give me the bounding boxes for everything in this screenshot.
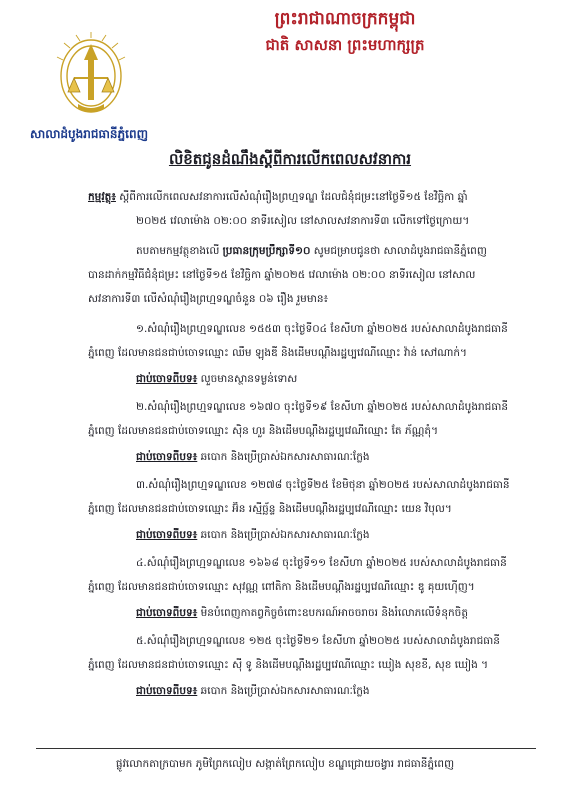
case-3-line-2: ភ្នំពេញ ដែលមានជនជាប់ចោទឈ្មោះ អ៊ិន រស្មីច្ឆ័ន្ទ និងដើមបណ្តឹងរដ្ឋប្បវេណីឈ្មោះ យេន វិបុល។	[88, 503, 452, 515]
case-1-line-2: ភ្នំពេញ ដែលមានជនជាប់ចោទឈ្មោះ ឈឹម ឡុងឌី និងដើមបណ្តឹងរដ្ឋប្បវេណីឈ្មោះ វ៉ាន់ សៅណាក់។	[88, 347, 467, 359]
charge-label: ជាប់ចោទពីបទ៖	[136, 373, 198, 385]
charge-label: ជាប់ចោទពីបទ៖	[136, 529, 198, 541]
charge-label: ជាប់ចោទពីបទ៖	[136, 451, 198, 463]
intro-line-3: សវនាការទី៣ លើសំណុំរឿងព្រហ្មទណ្ឌចំនួន ០៦ រឿង រួមមាន៖	[88, 293, 329, 305]
court-emblem-icon	[56, 30, 126, 126]
court-name: សាលាដំបូងរាជធានីភ្នំពេញ	[29, 127, 149, 141]
case-1-charge	[136, 372, 528, 386]
charge-text: ឆបោក និងប្រើប្រាស់ឯកសារសាធារណៈក្លែង	[200, 529, 370, 541]
intro-line-2: បានដាក់កម្មវិធីជំនុំជម្រះ នៅថ្ងៃទី១៥ ខែវិច្ឆិកា ឆ្នាំ២០២៥ វេលាម៉ោង ០២:០០ នាទីរសៀល នៅសាល	[88, 269, 476, 281]
subject-text-2: ២០២៥ វេលាម៉ោង ០២:០០ នាទីរសៀល នៅសាលសវនាការទី៣ លើកទៅថ្ងៃក្រោយ។	[136, 215, 470, 227]
case-2-line-2: ភ្នំពេញ ដែលមានជនជាប់ចោទឈ្មោះ ស៊ិន ហួរ និងដើមបណ្តឹងរដ្ឋប្បវេណីឈ្មោះ តែ ភ័ណ្ណតុំ។	[88, 425, 438, 437]
case-4-line-2: ភ្នំពេញ ដែលមានជនជាប់ចោទឈ្មោះ សុវណ្ណ ពៅតិកា និងដើមបណ្តឹងរដ្ឋប្បវេណីឈ្មោះ ឌូ គុយហ៊ើញ។	[88, 581, 475, 593]
case-5-line-2: ភ្នំពេញ ដែលមានជនជាប់ចោទឈ្មោះ ស៊ី ទូ និងដើមបណ្តឹងរដ្ឋប្បវេណីឈ្មោះ ឃៀង សុខខី, សុខ ឃៀង ។	[88, 659, 489, 671]
case-3-charge	[136, 528, 528, 542]
charge-text: ឆបោក និងប្រើប្រាស់ឯកសារសាធារណៈក្លែង	[200, 685, 370, 697]
case-1-line-1: ១.សំណុំរឿងព្រហ្មទណ្ឌលេខ ១៥៥៣ ចុះថ្ងៃទី០៤ ខែសីហា ឆ្នាំ២០២៥ របស់សាលាដំបូងរាជធានី	[136, 323, 508, 335]
document-title: លិខិតជូនដំណឹងស្តីពីការលើកពេលសវនាការ	[168, 150, 412, 168]
national-motto: ជាតិ សាសនា ព្រះមហាក្សត្រ	[265, 36, 425, 54]
footer-address: ផ្លូវលោកតាក្របាមក ភូមិព្រែកលៀប សង្កាត់ព្រែកលៀប ខណ្ឌជ្រោយចង្វារ រាជធានីភ្នំពេញ	[115, 758, 455, 770]
subject-label: កម្មវត្ថុ៖	[88, 191, 116, 203]
case-4-line-1: ៤.សំណុំរឿងព្រហ្មទណ្ឌលេខ ១៦៦៨ ចុះថ្ងៃទី១១ ខែសីហា ឆ្នាំ២០២៥ របស់សាលាដំបូងរាជធានី	[136, 557, 507, 569]
case-3-line-1: ៣.សំណុំរឿងព្រហ្មទណ្ឌលេខ ១២៧៨ ចុះថ្ងៃទី២៥ ខែមិថុនា ឆ្នាំ២០២៥ របស់សាលាដំបូងរាជធានី	[136, 479, 510, 491]
kingdom-heading: ព្រះរាជាណាចក្រកម្ពុជា	[274, 9, 416, 29]
charge-text: មិនបំពេញកាតព្វកិច្ចចំពោះឧបករណ៍អាចចរាចរ និងរំលោភលើទំនុកចិត្ត	[200, 607, 469, 619]
intro-text-1a: តបតាមកម្មវត្ថុខាងលើ	[136, 245, 220, 257]
subject-line-1	[88, 190, 528, 204]
footer-divider	[36, 748, 536, 749]
panel-name: ប្រធានក្រុមប្រឹក្សាទី១០	[222, 245, 311, 257]
subject-text-1: ស្តីពីការលើកពេលសវនាការលើសំណុំរឿងព្រហ្មទណ្ឌ ដែលជំនុំជម្រះនៅថ្ងៃទី១៥ ខែវិច្ឆិកា ឆ្នាំ	[119, 191, 468, 203]
intro-line-1	[136, 244, 528, 258]
case-5-line-1: ៥.សំណុំរឿងព្រហ្មទណ្ឌលេខ ១២៥ ចុះថ្ងៃទី២១ ខែសីហា ឆ្នាំ២០២៥ របស់សាលាដំបូងរាជធានី	[136, 635, 500, 647]
case-2-line-1: ២.សំណុំរឿងព្រហ្មទណ្ឌលេខ ១៦៧០ ចុះថ្ងៃទី១៩ ខែសីហា ឆ្នាំ២០២៥ របស់សាលាដំបូងរាជធានី	[136, 401, 508, 413]
case-4-charge	[136, 606, 528, 620]
case-2-charge	[136, 450, 528, 464]
charge-label: ជាប់ចោទពីបទ៖	[136, 607, 198, 619]
charge-label: ជាប់ចោទពីបទ៖	[136, 685, 198, 697]
charge-text: លួចមានស្ថានទម្ងន់ទោស	[200, 373, 298, 385]
case-5-charge	[136, 684, 528, 698]
charge-text: ឆបោក និងប្រើប្រាស់ឯកសារសាធារណៈក្លែង	[200, 451, 370, 463]
intro-text-1c: សូមជម្រាបជូនថា សាលាដំបូងរាជធានីភ្នំពេញ	[313, 245, 487, 257]
